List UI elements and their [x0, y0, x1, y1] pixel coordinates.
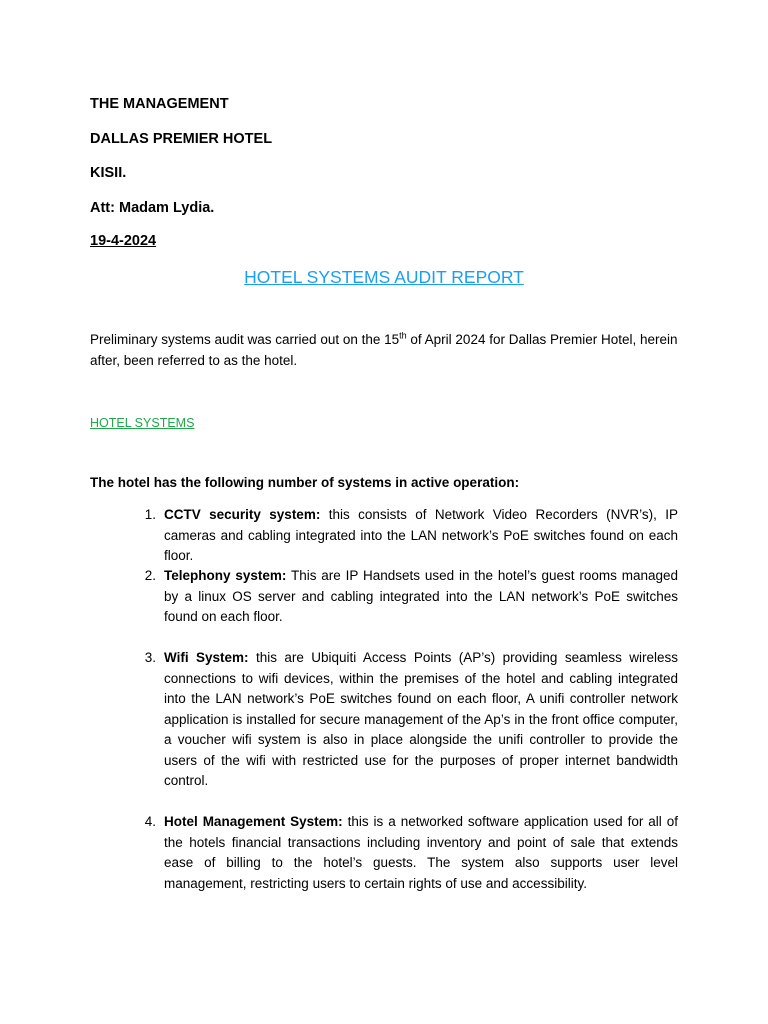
section-heading: HOTEL SYSTEMS	[90, 416, 195, 430]
list-item	[144, 505, 678, 567]
list-item-term: Hotel Management System:	[164, 814, 343, 829]
attention-line: Att: Madam Lydia.	[90, 200, 215, 216]
list-item-text: this consists of Network Video Recorders (NVR’s), IP cameras and cabling integrated into the LAN network’s PoE switches found on each floor.	[164, 507, 678, 563]
list-item-number: 1.	[144, 507, 156, 522]
list-item	[144, 648, 678, 792]
list-item-text: this are Ubiquiti Access Points (AP’s) providing seamless wireless connections to wifi devices, within the premises of the hotel and cabling integrated into the LAN network’s PoE switches found on each floor, A unifi controller network application is installed for secure management of the Ap’s in the front office computer, a voucher wifi system is also in place alongside the unifi controller to provide the users of the wifi with restricted use for the purposes of proper internet bandwidth control.	[164, 650, 678, 788]
intro-text-start: Preliminary systems audit was carried out on the 15	[90, 332, 400, 347]
list-item-number: 3.	[144, 650, 156, 665]
list-item-term: CCTV security system:	[164, 507, 321, 522]
letter-date: 19-4-2024	[90, 233, 157, 249]
list-item-number: 2.	[144, 568, 156, 583]
systems-lead-sentence: The hotel has the following number of systems in active operation:	[90, 475, 520, 490]
list-item	[144, 812, 678, 894]
report-title: HOTEL SYSTEMS AUDIT REPORT	[244, 267, 524, 287]
list-item-term: Telephony system:	[164, 568, 287, 583]
list-item-text: This are IP Handsets used in the hotel’s guest rooms managed by a linux OS server and cabling integrated into the LAN network’s PoE switches found on each floor.	[164, 568, 678, 624]
list-item-text: this is a networked software application used for all of the hotels financial transactions including inventory and point of sale that extends ease of billing to the hotel’s guests. The system also supports user level management, restricting users to certain rights of use and accessibility.	[164, 814, 678, 891]
location-line: KISII.	[90, 165, 127, 181]
intro-ordinal-suffix: th	[399, 330, 407, 341]
list-item	[144, 566, 678, 628]
list-item-number: 4.	[144, 814, 156, 829]
hotel-name-line: DALLAS PREMIER HOTEL	[90, 131, 273, 147]
intro-paragraph	[90, 330, 690, 371]
recipient-line: THE MANAGEMENT	[90, 96, 229, 112]
intro-text-end: of April 2024 for Dallas Premier Hotel, herein after, been referred to as the hotel.	[90, 332, 678, 368]
list-item-term: Wifi System:	[164, 650, 249, 665]
